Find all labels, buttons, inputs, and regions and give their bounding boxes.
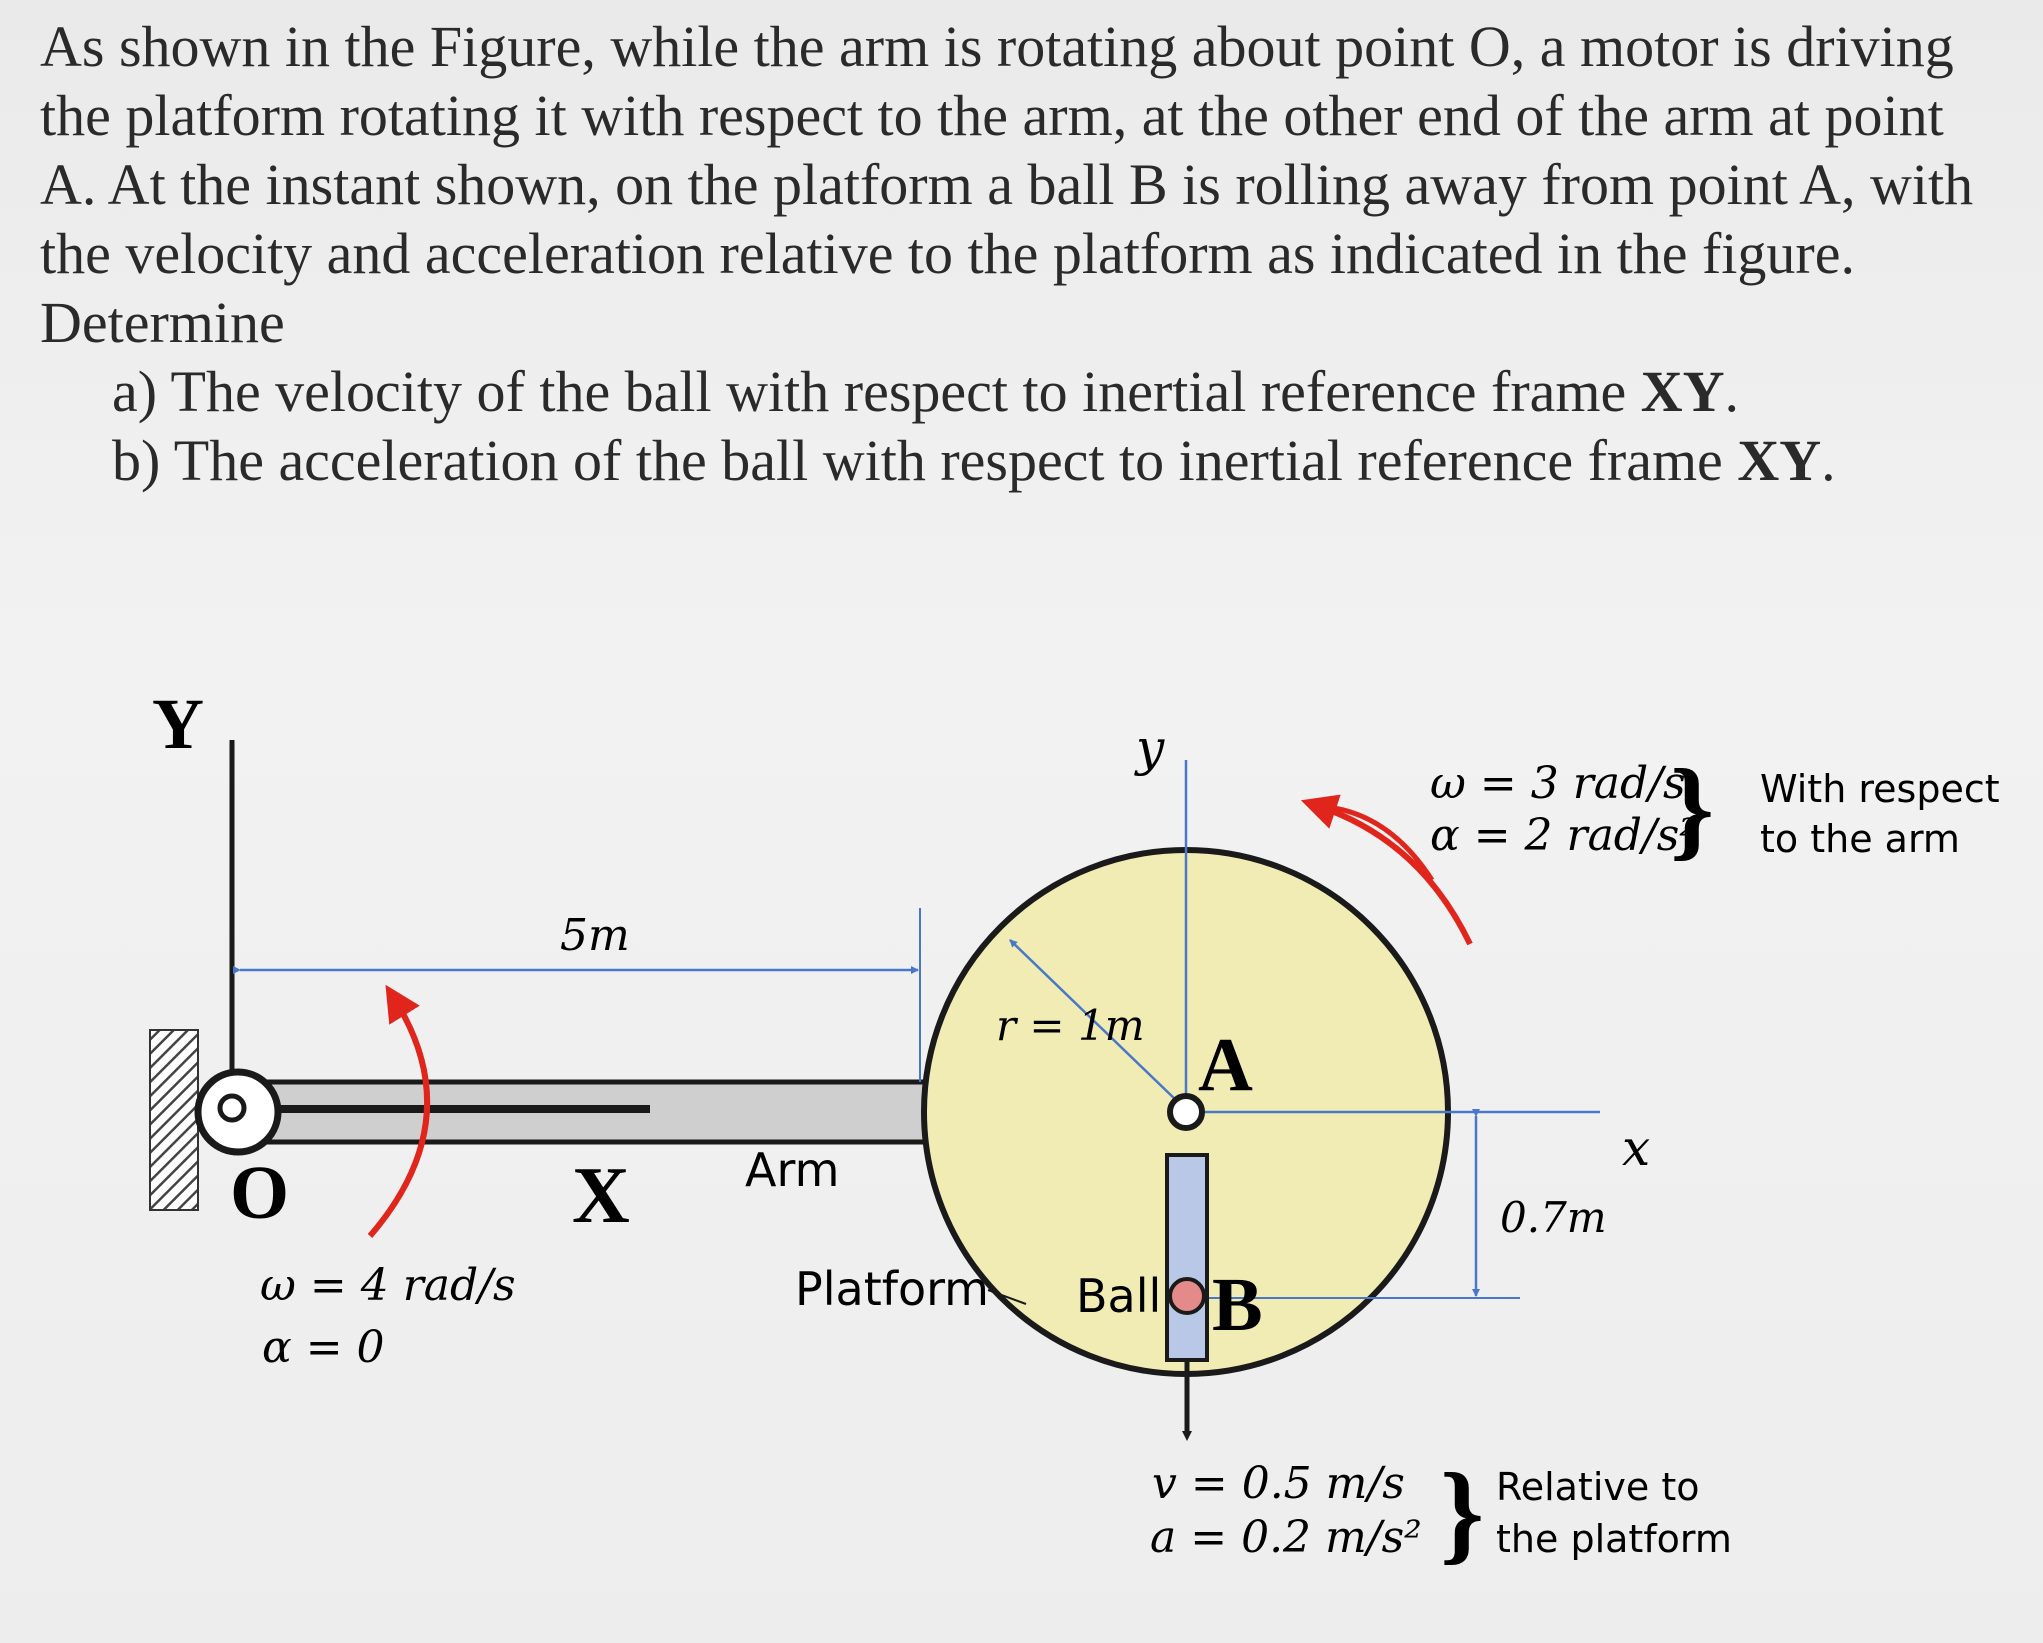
ball-a: a = 0.2 m/s² — [1150, 1512, 1422, 1563]
ball-brace: } — [1440, 1451, 1485, 1575]
arm-alpha: α = 0 — [262, 1322, 385, 1373]
part-b-end: . — [1821, 428, 1836, 493]
x-axis-label: x — [1622, 1119, 1651, 1177]
dim-07-label: 0.7m — [1500, 1193, 1607, 1242]
X-axis-label: X — [572, 1152, 630, 1240]
part-a-frame: XY — [1640, 359, 1725, 424]
ball-label: Ball — [1076, 1269, 1162, 1323]
pivot-pin — [220, 1096, 244, 1120]
ball-note-1: Relative to — [1496, 1465, 1700, 1509]
ball-B — [1170, 1279, 1204, 1313]
point-B-label: B — [1212, 1263, 1263, 1347]
platform-note-1: With respect — [1760, 767, 2000, 811]
platform-note-2: to the arm — [1760, 817, 1960, 861]
platform-omega: ω = 3 rad/s — [1430, 758, 1686, 809]
radius-label: r = 1m — [996, 1001, 1145, 1050]
part-b-text: b) The acceleration of the ball with respect to inertial reference frame — [112, 428, 1738, 493]
dim-5m-label: 5m — [560, 910, 630, 961]
ball-slot — [1167, 1155, 1207, 1360]
part-a-text: a) The velocity of the ball with respect to inertial reference frame — [112, 359, 1641, 424]
problem-intro: As shown in the Figure, while the arm is rotating about point O, a motor is driving the platform rotating it with respect to the arm, at the other end of the arm at point A. At the instant shown, on the platform a ball B is rolling away from point A, with the velocity and acceleration relative to the platform as indicated in the figure. Determine — [40, 14, 1974, 355]
platform-label: Platform — [795, 1262, 989, 1316]
platform-brace: } — [1670, 747, 1715, 871]
point-A-label: A — [1198, 1023, 1253, 1107]
ball-v: v = 0.5 m/s — [1152, 1458, 1405, 1509]
platform-alpha: α = 2 rad/s² — [1430, 810, 1698, 861]
part-a-end: . — [1724, 359, 1740, 424]
arm-label: Arm — [745, 1143, 840, 1197]
arm-omega: ω = 4 rad/s — [260, 1260, 516, 1311]
part-b-frame: XY — [1737, 428, 1822, 493]
ball-note-2: the platform — [1496, 1517, 1732, 1561]
Y-axis-label: Y — [152, 684, 204, 764]
point-O-label: O — [230, 1151, 290, 1235]
ground-hatch — [150, 1030, 198, 1210]
y-axis-label: y — [1136, 719, 1165, 777]
